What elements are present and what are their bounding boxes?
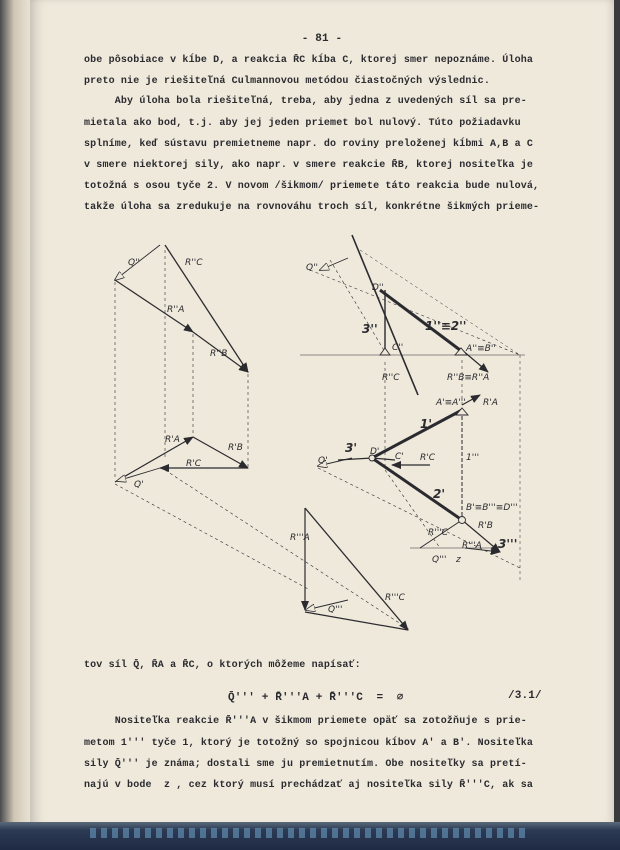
force-rc-ddd (305, 508, 408, 630)
bar-1-d (372, 410, 462, 458)
label-ra-dd: R''A (167, 305, 185, 315)
label-rc-ddd2: R'''C (428, 528, 448, 538)
label-ra-d2: R'A (483, 398, 498, 408)
label-d-dd: D'' (372, 283, 384, 293)
text-line: mietala ako bod, t.j. aby jej jeden priemet bol nulový. Túto požiadavku (84, 118, 521, 129)
label-q-dd-r: Q'' (306, 263, 319, 273)
label-bar12-dd: 1''≡2'' (425, 319, 467, 333)
label-one-ddd: 1''' (466, 453, 480, 463)
label-ra-d: R'A (165, 435, 180, 445)
label-a-eq: A'≡A''' (436, 398, 466, 408)
text-line: sily Q̄''' je známa; dostali sme ju premietnutím. Obe nositeľky sa pretí- (84, 759, 527, 770)
label-q-d2: Q' (318, 456, 328, 466)
label-c-dd: C'' (392, 343, 404, 353)
label-two-d: 2' (433, 487, 446, 501)
label-rc-ddd: R'''C (385, 593, 405, 603)
text-line: takže úloha sa zredukuje na rovnováhu troch síl, konkrétne šikmých prieme- (84, 202, 540, 213)
page-number: - 81 - (301, 33, 343, 45)
label-z: z (456, 555, 461, 565)
label-q-ddd: Q''' (328, 605, 343, 615)
label-ra-ddd: R'''A (290, 533, 310, 543)
label-b-eq: B'≡B'''≡D''' (466, 503, 518, 513)
label-c-d: C' (395, 452, 404, 462)
text-line: tov síl Q̄, R̄A a R̄C, o ktorých môžeme napísať: (84, 660, 361, 671)
label-rb-dd: R''B (210, 349, 228, 359)
label-rc-d2: R'C (420, 453, 436, 463)
text-line: splníme, keď sústavu premietneme napr. do roviny preloženej kĺbmi A,B a C (84, 139, 534, 150)
label-ab-dd: A''≡B'' (466, 344, 496, 354)
force-ra-d (115, 437, 193, 482)
equation: Q̄''' + R̄'''A + R̄'''C = ∅ (228, 692, 404, 704)
label-rc-d: R'C (186, 459, 202, 469)
label-q-ddd2: Q''' (432, 555, 447, 565)
label-rbra-dd: R''B≡R''A (447, 373, 490, 383)
text-line: obe pôsobiace v kĺbe D, a reakcia R̄C kĺba C, ktorej smer nepoznáme. Úloha (84, 55, 534, 66)
text-line: totožná s osou tyče 2. V novom /šikmom/ priemete táto reakcia bude nulová, (84, 181, 540, 192)
label-rc-dd: R''C (185, 258, 203, 268)
text-line: metom 1''' tyče 1, ktorý je totožný so spojnicou kĺbov A' a B'. Nositeľka (84, 738, 534, 749)
text-line: najú v bode z , cez ktorý musí prechádzať aj nositeľka sily R̄'''C, ak sa (84, 780, 534, 791)
text-line: Nositeľka reakcie R̄'''A v šikmom priemete opäť sa zotožňuje s prie- (84, 716, 527, 727)
label-ra-ddd2: R'''A (462, 541, 482, 551)
label-q-dd: Q'' (128, 258, 141, 268)
label-d-d: D' (370, 447, 380, 457)
bar-2-d (372, 458, 462, 520)
label-three-d: 3' (345, 441, 358, 455)
equation-number: /3.1/ (508, 690, 542, 702)
label-three-ddd: 3''' (498, 537, 518, 551)
text-line: v smere niektorej sily, ako napr. v smere reakcie R̄B, ktorej nositeľka je (84, 160, 534, 171)
label-rb-d2: R'B (478, 521, 493, 531)
label-rb-d: R'B (228, 443, 243, 453)
label-bar3-dd: 3'' (362, 322, 378, 336)
label-one-d: 1' (420, 417, 433, 431)
label-q-d: Q' (134, 480, 144, 490)
text-line: preto nie je riešiteľná Culmannovou metódou čiastočných výslednic. (84, 76, 490, 87)
label-rc-dd2: R''C (382, 373, 400, 383)
text-line: Aby úloha bola riešiteľná, treba, aby jedna z uvedených síl sa pre- (84, 96, 527, 107)
